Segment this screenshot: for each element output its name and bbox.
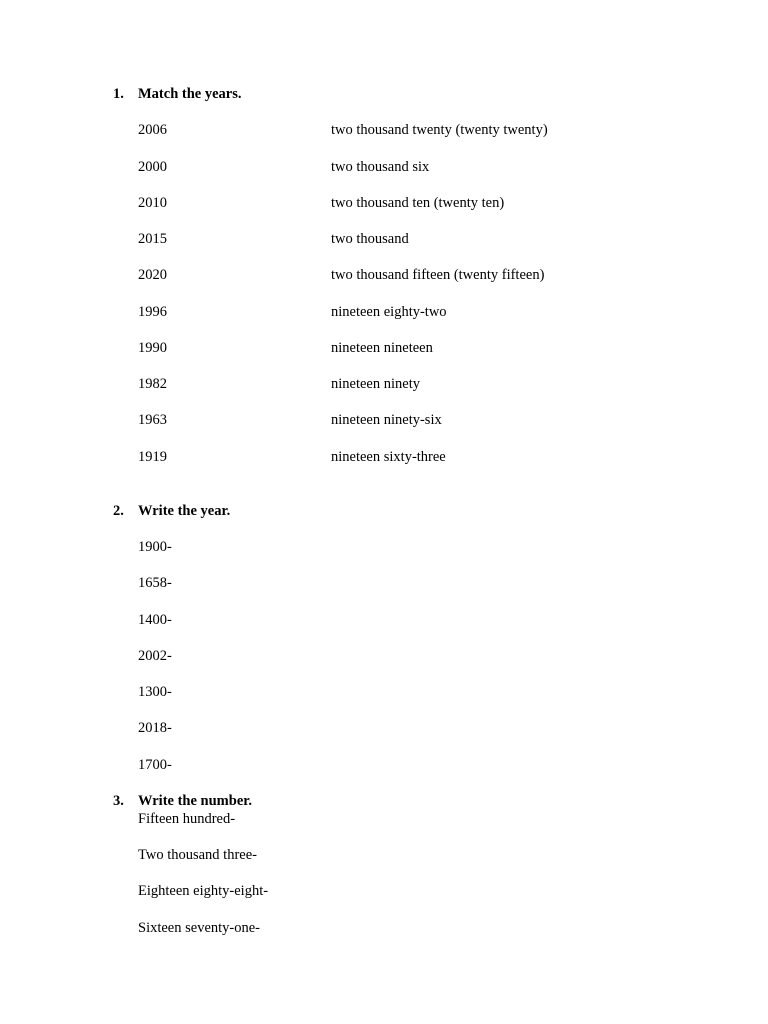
section2-heading — [113, 503, 230, 520]
match-words: two thousand — [331, 231, 409, 247]
write-number-item: Sixteen seventy-one- — [138, 920, 261, 936]
section3-title: Write the number. — [138, 793, 252, 809]
write-year-item: 2018- — [138, 720, 172, 736]
section1-number: 1. — [113, 86, 124, 102]
match-year: 2006 — [138, 122, 167, 138]
match-year: 2015 — [138, 231, 167, 247]
section3-heading — [113, 793, 252, 810]
match-year: 2000 — [138, 159, 167, 175]
match-words: nineteen sixty-three — [331, 449, 446, 465]
section1-heading — [113, 86, 241, 103]
write-year-item: 1400- — [138, 612, 172, 628]
match-year: 1982 — [138, 376, 167, 392]
write-number-item: Eighteen eighty-eight- — [138, 883, 269, 899]
match-words: two thousand twenty (twenty twenty) — [331, 122, 548, 138]
section2-number: 2. — [113, 503, 124, 519]
match-words: nineteen ninety-six — [331, 412, 442, 428]
match-words: two thousand six — [331, 159, 430, 175]
match-year: 1990 — [138, 340, 167, 356]
write-year-item: 1300- — [138, 684, 172, 700]
match-year: 1963 — [138, 412, 167, 428]
match-year: 2010 — [138, 195, 167, 211]
write-number-item: Two thousand three- — [138, 847, 257, 863]
match-words: two thousand fifteen (twenty fifteen) — [331, 267, 545, 283]
section3-number: 3. — [113, 793, 124, 809]
write-number-item: Fifteen hundred- — [138, 811, 236, 827]
match-words: nineteen nineteen — [331, 340, 433, 356]
write-year-item: 1900- — [138, 539, 172, 555]
write-year-item: 1658- — [138, 575, 172, 591]
match-words: nineteen ninety — [331, 376, 420, 392]
match-year: 1996 — [138, 304, 167, 320]
match-year: 2020 — [138, 267, 167, 283]
match-words: two thousand ten (twenty ten) — [331, 195, 505, 211]
section1-title: Match the years. — [138, 86, 242, 102]
match-words: nineteen eighty-two — [331, 304, 447, 320]
write-year-item: 2002- — [138, 648, 172, 664]
match-year: 1919 — [138, 449, 167, 465]
section2-title: Write the year. — [138, 503, 231, 519]
write-year-item: 1700- — [138, 757, 172, 773]
